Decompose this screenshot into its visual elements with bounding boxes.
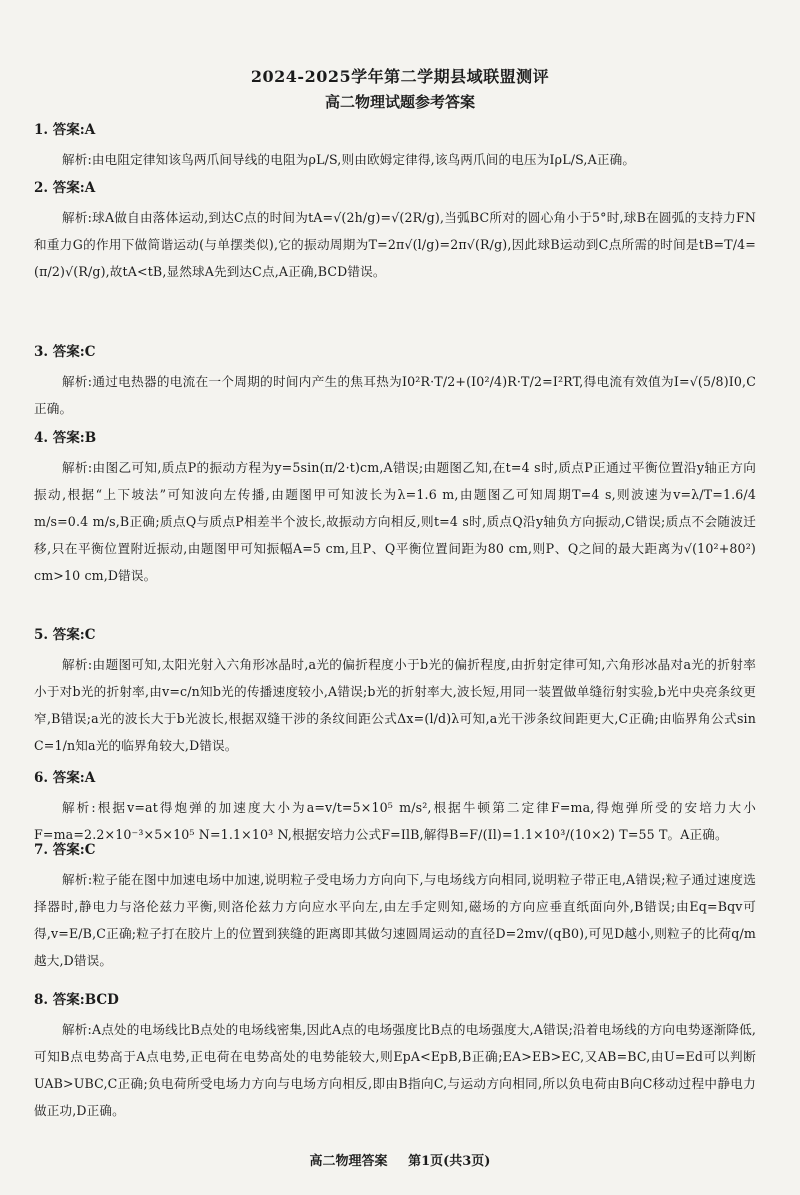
footer-page-number: 第1页(共3页) [408, 1154, 491, 1169]
answer-explanation: 解析:粒子能在图中加速电场中加速,说明粒子受电场力方向向下,与电场线方向相同,说明粒子带正电,A错误;粒子通过速度选择器时,静电力与洛伦兹力平衡,则洛伦兹力方向应水平向左,由左手定则知,磁场的方向应垂直纸面向外,B错误;由Eq=Bqv可得,v=E/B,C正确;粒子打在胶片上的位置到狭缝的距离即其做匀速圆周运动的直径D=2mv/(qB0),可见D越小,则粒子的比荷q/m越大,D错误。 [34, 872, 756, 968]
answer-explanation: 解析:根据v=at得炮弹的加速度大小为a=v/t=5×10⁵ m/s²,根据牛顿第二定律F=ma,得炮弹所受的安培力大小F=ma=2.2×10⁻³×5×10⁵ N=1.1×10³ N,根据安培力公式F=IlB,解得B=F/(Il)=1.1×10³/(10×2) T=55 T。A正确。 [34, 800, 756, 842]
document-title: 2024-2025学年第二学期县域联盟测评 [250, 67, 550, 86]
question-2 [34, 178, 756, 285]
answer-heading: 5. 答案:C [34, 627, 96, 643]
answer-heading: 6. 答案:A [34, 770, 96, 786]
question-1 [34, 120, 756, 173]
answer-heading: 8. 答案:BCD [34, 992, 119, 1008]
answer-explanation: 解析:由电阻定律知该鸟两爪间导线的电阻为ρL/S,则由欧姆定律得,该鸟两爪间的电压为IρL/S,A正确。 [62, 152, 636, 167]
page-footer [0, 1150, 800, 1169]
question-3 [34, 342, 756, 422]
question-5 [34, 625, 756, 759]
question-6 [34, 768, 756, 848]
question-4 [34, 428, 756, 589]
document-subtitle: 高二物理试题参考答案 [324, 93, 475, 111]
answer-heading: 1. 答案:A [34, 122, 96, 138]
answer-heading: 7. 答案:C [34, 842, 96, 858]
answer-heading: 3. 答案:C [34, 344, 96, 360]
footer-subject: 高二物理答案 [309, 1154, 388, 1169]
answer-explanation: 解析:由题图可知,太阳光射入六角形冰晶时,a光的偏折程度小于b光的偏折程度,由折射定律可知,六角形冰晶对a光的折射率小于对b光的折射率,由v=c/n知b光的传播速度较小,A错误;b光的折射率大,波长短,用同一装置做单缝衍射实验,b光中央亮条纹更窄,B错误;a光的波长大于b光波长,根据双缝干涉的条纹间距公式Δx=(l/d)λ可知,a光干涉条纹间距更大,C正确;由临界角公式sin C=1/n知a光的临界角较大,D错误。 [34, 657, 756, 753]
answer-heading: 4. 答案:B [34, 430, 97, 446]
answer-explanation: 解析:由图乙可知,质点P的振动方程为y=5sin(π/2·t)cm,A错误;由题图乙知,在t=4 s时,质点P正通过平衡位置沿y轴正方向振动,根据“上下坡法”可知波向左传播,由题图甲可知波长为λ=1.6 m,由题图乙可知周期T=4 s,则波速为v=λ/T=1.6/4 m/s=0.4 m/s,B正确;质点Q与质点P相差半个波长,故振动方向相反,则t=4 s时,质点Q沿y轴负方向振动,C错误;质点不会随波迁移,只在平衡位置附近振动,由题图甲可知振幅A=5 cm,且P、Q平衡位置间距为80 cm,则P、Q之间的最大距离为√(10²+80²) cm>10 cm,D错误。 [34, 460, 756, 583]
answer-explanation: 解析:A点处的电场线比B点处的电场线密集,因此A点的电场强度比B点的电场强度大,A错误;沿着电场线的方向电势逐渐降低,可知B点电势高于A点电势,正电荷在电势高处的电势能较大,则EpA<EpB,B正确;EA>EB>EC,又AB=BC,由U=Ed可以判断UAB>UBC,C正确;负电荷所受电场力方向与电场方向相反,即由B指向C,与运动方向相同,所以负电荷由B向C移动过程中静电力做正功,D正确。 [34, 1022, 756, 1118]
answer-heading: 2. 答案:A [34, 180, 96, 196]
question-7 [34, 840, 756, 974]
answer-explanation: 解析:通过电热器的电流在一个周期的时间内产生的焦耳热为I0²R·T/2+(I0²/4)R·T/2=I²RT,得电流有效值为I=√(5/8)I0,C正确。 [34, 374, 756, 416]
answer-explanation: 解析:球A做自由落体运动,到达C点的时间为tA=√(2h/g)=√(2R/g),当弧BC所对的圆心角小于5°时,球B在圆弧的支持力FN和重力G的作用下做简谐运动(与单摆类似),它的振动周期为T=2π√(l/g)=2π√(R/g),因此球B运动到C点所需的时间是tB=T/4=(π/2)√(R/g),故tA<tB,显然球A先到达C点,A正确,BCD错误。 [34, 210, 756, 279]
question-8 [34, 990, 756, 1124]
